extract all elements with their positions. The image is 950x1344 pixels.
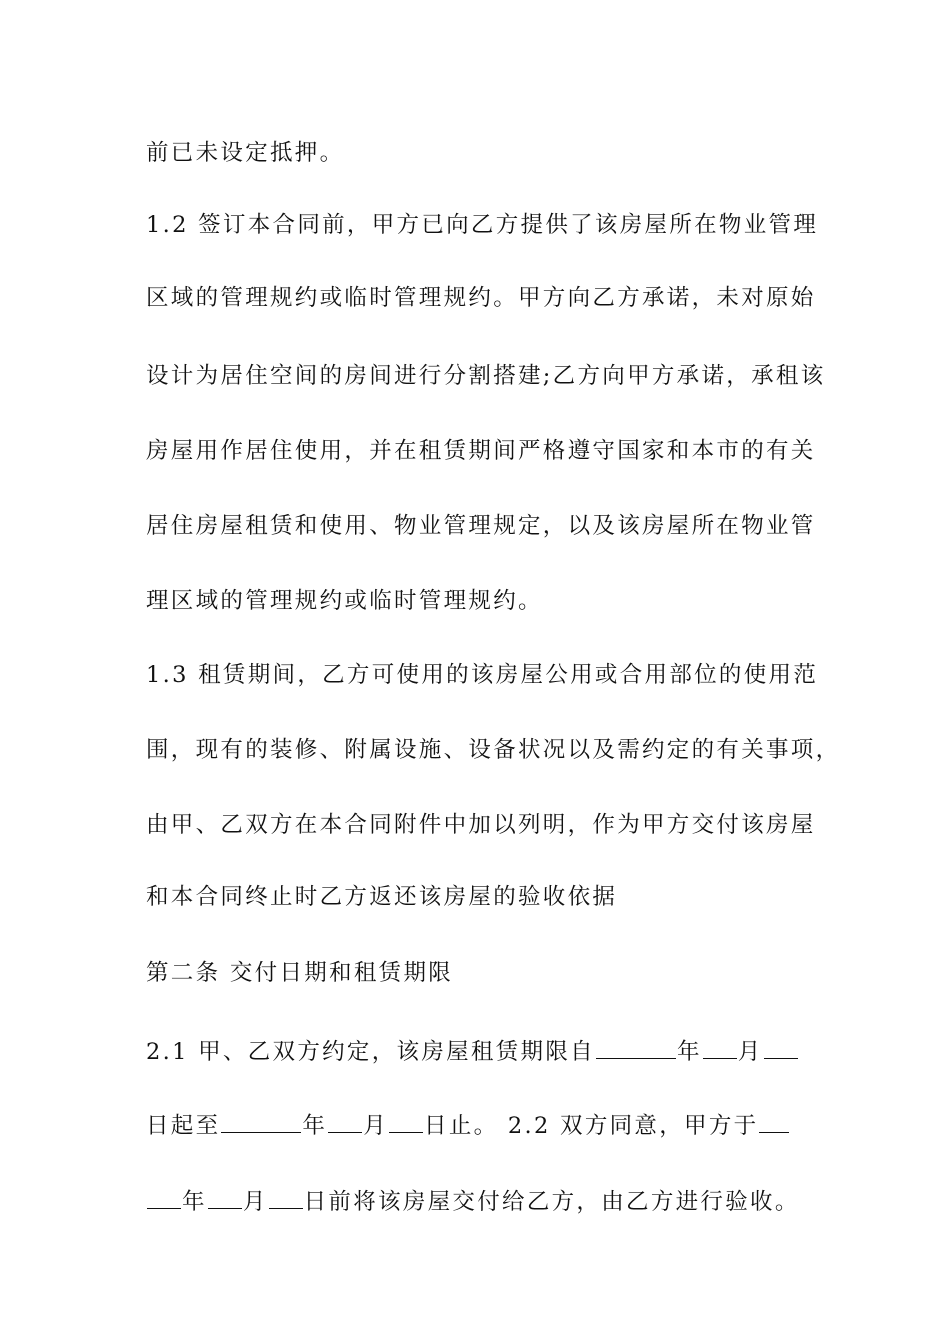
clause-2-1-line-3 xyxy=(146,1184,826,1217)
paragraph-line: 1.3 租赁期间，乙方可使用的该房屋公用或合用部位的使用范 xyxy=(146,662,819,688)
paragraph-line: 房屋用作居住使用，并在租赁期间严格遵守国家和本市的有关 xyxy=(146,438,816,464)
clause-text: 月 xyxy=(242,1189,268,1215)
clause-text: 月 xyxy=(363,1113,389,1139)
clause-2-1-line-1 xyxy=(146,1034,826,1067)
clause-text: 年 xyxy=(302,1113,328,1139)
fill-blank xyxy=(703,1034,737,1059)
fill-blank xyxy=(328,1108,362,1133)
fill-blank xyxy=(759,1108,789,1133)
paragraph-line: 由甲、乙双方在本合同附件中加以列明，作为甲方交付该房屋 xyxy=(146,812,816,838)
fill-blank xyxy=(221,1108,301,1133)
fill-blank xyxy=(596,1034,676,1059)
clause-text: 日前将该房屋交付给乙方，由乙方进行验收。 xyxy=(303,1189,800,1215)
clause-text: 2.1 甲、乙双方约定，该房屋租赁期限自 xyxy=(146,1039,595,1065)
fill-blank xyxy=(389,1108,423,1133)
paragraph-line: 前已未设定抵押。 xyxy=(146,140,345,166)
paragraph-line: 理区域的管理规约或临时管理规约。 xyxy=(146,588,543,614)
paragraph-line: 居住房屋租赁和使用、物业管理规定，以及该房屋所在物业管 xyxy=(146,513,816,539)
fill-blank xyxy=(147,1184,181,1209)
paragraph-line: 1.2 签订本合同前，甲方已向乙方提供了该房屋所在物业管理 xyxy=(146,212,819,238)
clause-2-1-line-2 xyxy=(146,1108,826,1141)
fill-blank xyxy=(269,1184,303,1209)
fill-blank xyxy=(208,1184,242,1209)
paragraph-line: 设计为居住空间的房间进行分割搭建;乙方向甲方承诺，承租该 xyxy=(146,363,826,389)
clause-text: 年 xyxy=(182,1189,207,1215)
clause-text: 月 xyxy=(737,1039,763,1065)
clause-text: 日止。 2.2 双方同意，甲方于 xyxy=(424,1113,759,1139)
paragraph-line: 区域的管理规约或临时管理规约。甲方向乙方承诺，未对原始 xyxy=(146,285,816,311)
paragraph-line: 和本合同终止时乙方返还该房屋的验收依据 xyxy=(146,884,618,910)
paragraph-line: 围，现有的装修、附属设施、设备状况以及需约定的有关事项， xyxy=(146,737,841,763)
fill-blank xyxy=(764,1034,798,1059)
clause-text: 年 xyxy=(676,1039,702,1065)
clause-text: 日起至 xyxy=(146,1113,221,1139)
section-heading: 第二条 交付日期和租赁期限 xyxy=(146,960,454,986)
